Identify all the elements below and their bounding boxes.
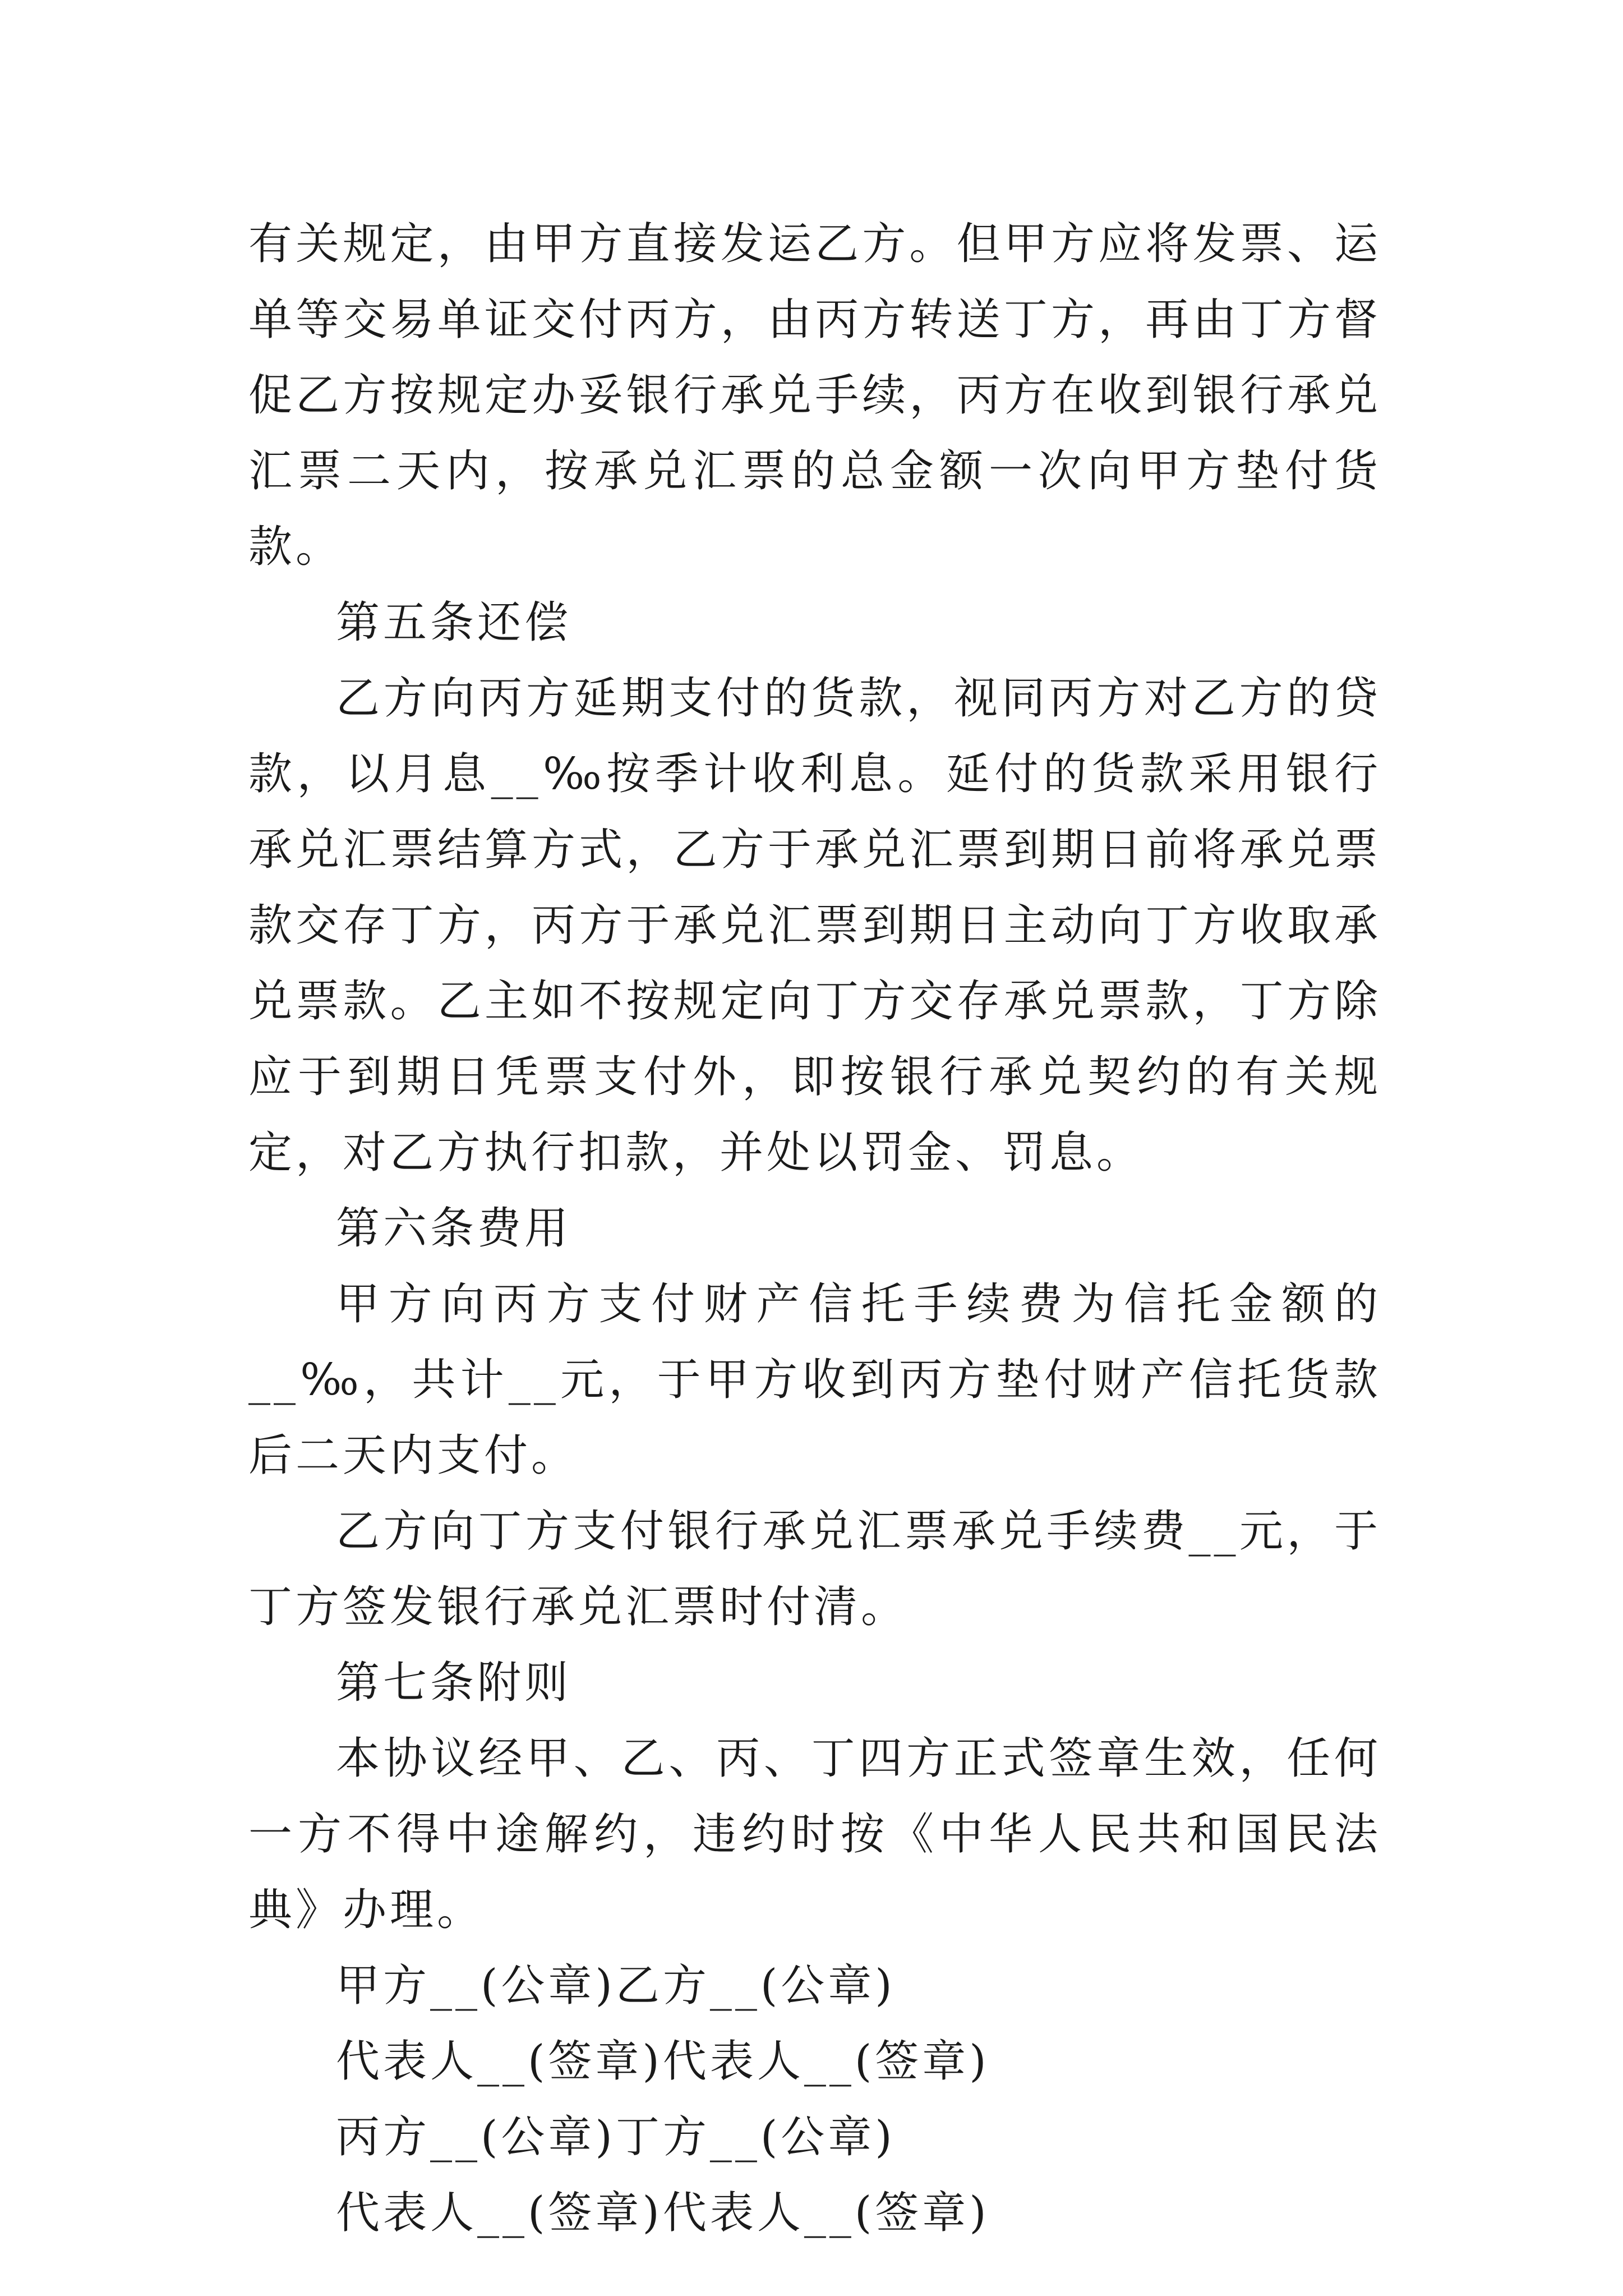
document-body [248, 206, 1381, 2251]
article-6-heading: 第六条费用 [336, 1203, 572, 1254]
signature-line-representatives-a-b: 代表人__(签章)代表人__(签章) [336, 2036, 990, 2087]
signature-line-party-c-d: 丙方__(公章)丁方__(公章) [336, 2112, 896, 2162]
article-5-paragraph: 乙方向丙方延期支付的货款，视同丙方对乙方的贷款，以月息__‰按季计收利息。延付的货款采用银行承兑汇票结算方式，乙方于承兑汇票到期日前将承兑票款交存丁方，丙方于承兑汇票到期日主动向丁方收取承兑票款。乙主如不按规定向丁方交存承兑票款，丁方除应于到期日凭票支付外，即按银行承兑契约的有关规定，对乙方执行扣款，并处以罚金、罚息。 [248, 673, 1381, 1178]
signature-line-representatives-c-d: 代表人__(签章)代表人__(签章) [336, 2188, 990, 2238]
article-6-paragraph-acceptance: 乙方向丁方支付银行承兑汇票承兑手续费__元，于丁方签发银行承兑汇票时付清。 [248, 1506, 1381, 1632]
article-5-heading: 第五条还偿 [336, 597, 572, 648]
article-7-paragraph: 本协议经甲、乙、丙、丁四方正式签章生效，任何一方不得中途解约，违约时按《中华人民共和国民法典》办理。 [248, 1733, 1381, 1935]
article-7-heading: 第七条附则 [336, 1658, 572, 1708]
signature-line-party-a-b: 甲方__(公章)乙方__(公章) [336, 1961, 896, 2011]
article-6-paragraph-fee: 甲方向丙方支付财产信托手续费为信托金额的__‰，共计__元，于甲方收到丙方垫付财产信托货款后二天内支付。 [248, 1279, 1381, 1481]
paragraph-continuation: 有关规定，由甲方直接发运乙方。但甲方应将发票、运单等交易单证交付丙方，由丙方转送丁方，再由丁方督促乙方按规定办妥银行承兑手续，丙方在收到银行承兑汇票二天内，按承兑汇票的总金额一次向甲方垫付货款。 [248, 219, 1381, 572]
